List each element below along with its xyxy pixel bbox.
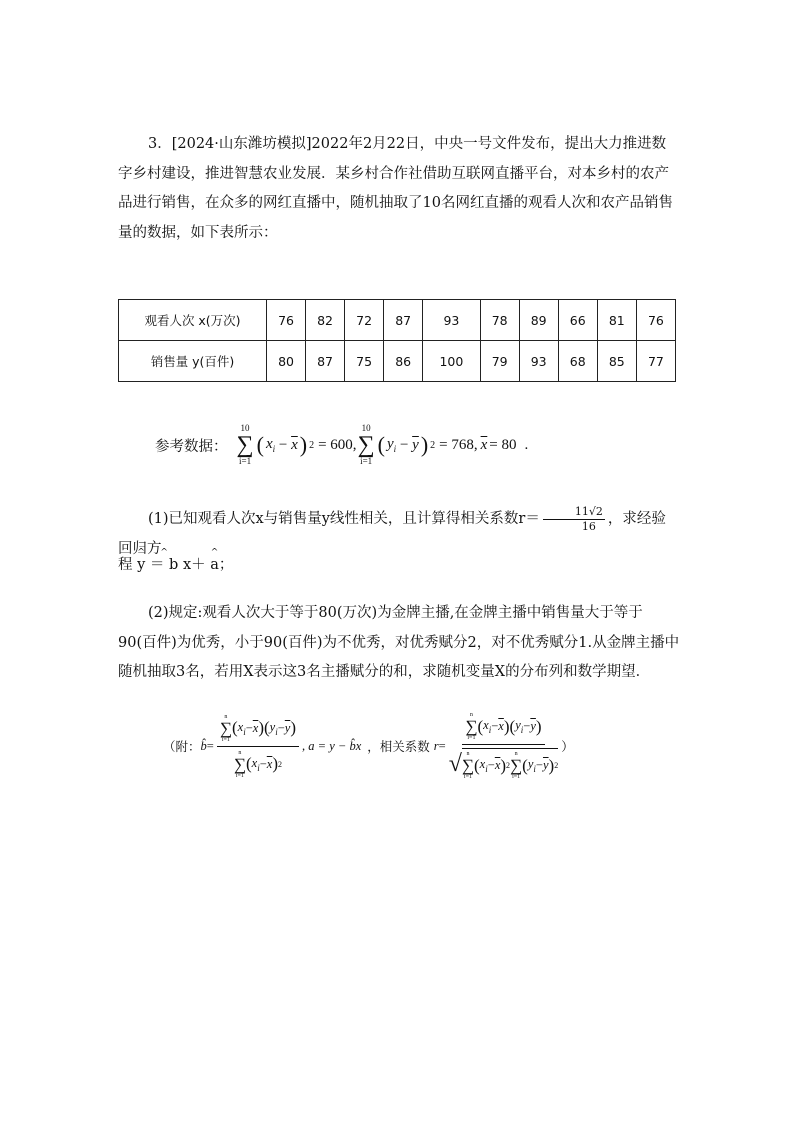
appendix-formulas: （附： b̂ = n ∑ i=1 ( $x_i$ − $\overline{x}$ )( $y_i$ − $\overline{y}$ ) n ∑ i=1 ( $x_i$ − $\overline{x}$ ) 2 , a = y − b̂x ，相关系数 r = n ∑ i=1 ( $x_i$ − $\overline{x}$ )( $y_i$ − $\overline{y}$ ) √ n ∑ i=1 ( $x_i$ − $\overline{x}$ ) 2 n ∑ i=1 ( $y_i$ − $\overline{y}$ ) 2 ） bbox=[163, 712, 574, 780]
row-label-views: 观看人次 x(万次) bbox=[119, 300, 267, 341]
part1-question: (1)已知观看人次x与销售量y线性相关，且计算得相关系数r＝ $\frac{11√2}{16}$ ，求经验回归方 bbox=[118, 505, 666, 557]
cell: 76 bbox=[636, 300, 675, 341]
data-table bbox=[118, 299, 676, 382]
reference-data: 参考数据： 10 ∑ i=1 ( $x_i$ − $\overline{x}$ ) 2 = 600, 10 ∑ i=1 ( $y_i$ − $\overline{y}$ ) 2 = 768, $\overline{x}$ = 80 . bbox=[155, 423, 529, 466]
sum-symbol: 10 ∑ i=1 bbox=[357, 423, 375, 466]
cell: 86 bbox=[384, 341, 423, 382]
ref-value-1: = 600, bbox=[318, 436, 357, 453]
ref-value-3: = 80 bbox=[489, 436, 517, 453]
cell: 82 bbox=[306, 300, 345, 341]
problem-intro: 3．[2024·山东潍坊模拟]2022年2月22日，中央一号文件发布，提出大力推进数字乡村建设，推进智慧农业发展．某乡村合作社借助互联网直播平台，对本乡村的农产品进行销售，在众多的网红直播中，随机抽取了10名网红直播的观看人次和农产品销售量的数据，如下表所示： bbox=[118, 136, 673, 241]
b-hat: b̂ bbox=[200, 738, 207, 753]
row-label-sales: 销售量 y(百件) bbox=[119, 341, 267, 382]
cell: 77 bbox=[636, 341, 675, 382]
cell: 87 bbox=[306, 341, 345, 382]
cell: 93 bbox=[423, 300, 480, 341]
cell: 75 bbox=[345, 341, 384, 382]
cell: 72 bbox=[345, 300, 384, 341]
cell: 76 bbox=[267, 300, 306, 341]
part1-equation: 程 ^ y ^ ＝ b x＋ ^ a； bbox=[118, 551, 680, 581]
reference-label: 参考数据： bbox=[155, 438, 228, 455]
cell: 87 bbox=[384, 300, 423, 341]
cell: 100 bbox=[423, 341, 480, 382]
cell: 80 bbox=[267, 341, 306, 382]
cell: 81 bbox=[597, 300, 636, 341]
table-row-views bbox=[119, 300, 676, 341]
intercept-formula: , a = y − b̂x bbox=[302, 738, 362, 753]
cell: 89 bbox=[519, 300, 558, 341]
ref-value-2: = 768, bbox=[439, 436, 478, 453]
slope-formula: n ∑ i=1 ( $x_i$ − $\overline{x}$ )( $y_i$ − $\overline{y}$ ) n ∑ i=1 ( $x_i$ − $\overline{x}$ ) 2 bbox=[217, 714, 299, 779]
cell: 78 bbox=[480, 300, 519, 341]
table-row-sales bbox=[119, 341, 676, 382]
sum-symbol: 10 ∑ i=1 bbox=[236, 423, 254, 466]
cell: 66 bbox=[558, 300, 597, 341]
part2-question: (2)规定:观看人次大于等于80(万次)为金牌主播,在金牌主播中销售量大于等于90(百件)为优秀，小于90(百件)为不优秀，对优秀赋分2，对不优秀赋分1.从金牌主播中随机抽取3名，若用X表示这3名主播赋分的和，求随机变量X的分布列和数学期望． bbox=[118, 605, 680, 680]
correlation-formula: n ∑ i=1 ( $x_i$ − $\overline{x}$ )( $y_i$ − $\overline{y}$ ) √ n ∑ i=1 ( $x_i$ − $\overline{x}$ ) 2 n ∑ i=1 ( $y_i$ − $\overline{y}$ ) 2 bbox=[448, 712, 559, 780]
r-fraction: $\frac{11√2}{16}$ bbox=[543, 505, 605, 532]
cell: 79 bbox=[480, 341, 519, 382]
cell: 68 bbox=[558, 341, 597, 382]
cell: 93 bbox=[519, 341, 558, 382]
cell: 85 bbox=[597, 341, 636, 382]
